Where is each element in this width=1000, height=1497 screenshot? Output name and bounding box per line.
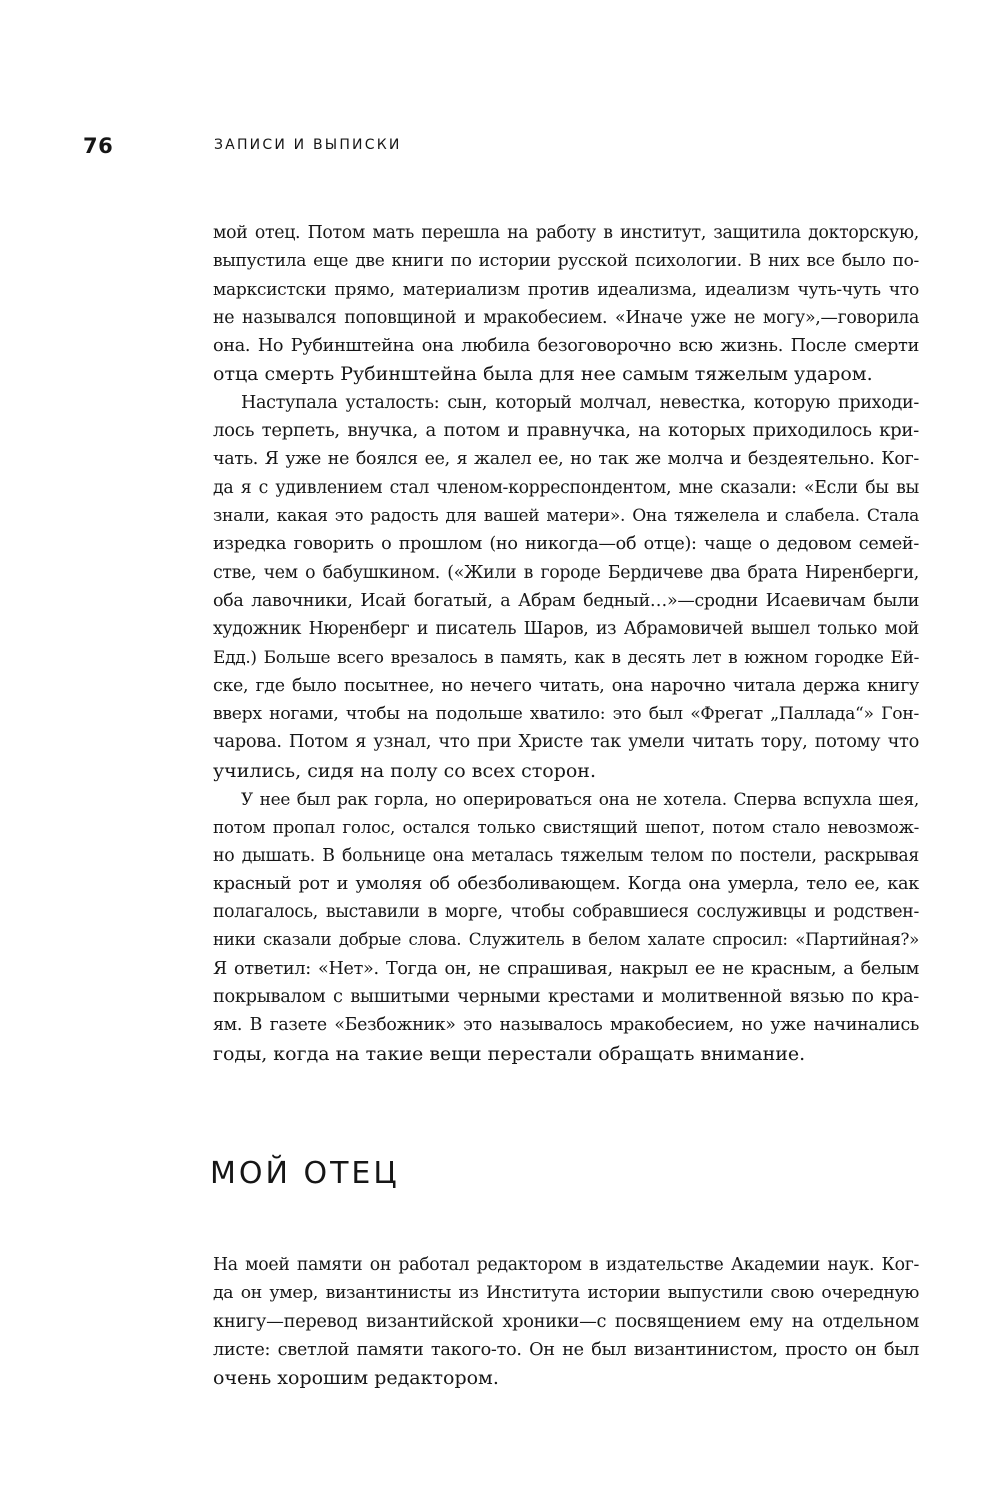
text-line: чарова. Потом я узнал, что при Христе так умели читать тору, потому что bbox=[213, 731, 919, 753]
text-line: Я ответил: «Нет». Тогда он, не спрашивая, накрыл ее не красным, а белым bbox=[213, 958, 919, 979]
text-line: листе: светлой памяти такого-то. Он не был византинистом, просто он был bbox=[213, 1339, 919, 1360]
text-line: На моей памяти он работал редактором в издательстве Академии наук. Ког- bbox=[213, 1255, 919, 1275]
text-line: выпустила еще две книги по истории русской психологии. В них все было по- bbox=[213, 251, 919, 272]
page-number: 76 bbox=[83, 134, 114, 158]
text-line: У нее был рак горла, но оперироваться она не хотела. Сперва вспухла шея, bbox=[241, 788, 919, 809]
text-line: учились, сидя на полу со всех сторон. bbox=[213, 759, 597, 782]
chapter-text bbox=[213, 1251, 919, 1392]
text-line: Едд.) Больше всего врезалось в память, как в десять лет в южном городке Ей- bbox=[213, 647, 919, 668]
running-title: ЗАПИСИ И ВЫПИСКИ bbox=[214, 137, 402, 153]
text-line: не назывался поповщиной и мракобесием. «Иначе уже не могу»,—говорила bbox=[213, 307, 919, 328]
text-line: изредка говорить о прошлом (но никогда—об отце): чаще о дедовом семей- bbox=[213, 534, 919, 555]
text-line: она. Но Рубинштейна она любила безоговорочно всю жизнь. После смерти bbox=[213, 336, 919, 357]
text-line: красный рот и умоляя об обезболивающем. Когда она умерла, тело ее, как bbox=[213, 873, 919, 894]
text-line: да он умер, византинисты из Института истории выпустили свою очередную bbox=[213, 1283, 919, 1304]
text-line: очень хорошим редактором. bbox=[213, 1367, 499, 1390]
text-line: лось терпеть, внучка, а потом и правнучка, на которых приходилось кри- bbox=[213, 420, 919, 442]
text-line: Наступала усталость: сын, который молчал, невестка, которую приходи- bbox=[241, 392, 919, 413]
text-line: знали, какая это радость для вашей матери». Она тяжелела и слабела. Стала bbox=[213, 505, 919, 526]
text-line: чать. Я уже не боялся ее, я жалел ее, но так же молча и бездеятельно. Ког- bbox=[213, 449, 919, 470]
text-line: стве, чем о бабушкином. («Жили в городе Бердичеве два брата Ниренберги, bbox=[213, 562, 919, 583]
text-line: но дышать. В больнице она металась тяжелым телом по постели, раскрывая bbox=[213, 845, 919, 866]
text-line: полагалось, выставили в морге, чтобы собравшиеся сослуживцы и родствен- bbox=[213, 902, 919, 923]
chapter-heading: МОЙ ОТЕЦ bbox=[210, 1156, 400, 1191]
text-line: марксистски прямо, материализм против идеализма, идеализм чуть-чуть что bbox=[213, 279, 919, 300]
body-text bbox=[213, 219, 919, 1068]
text-line: вверх ногами, чтобы на подольше хватило: это был «Фрегат „Паллада“» Гон- bbox=[213, 704, 919, 725]
text-line: потом пропал голос, остался только свистящий шепот, потом стало невозмож- bbox=[213, 817, 919, 838]
text-line: художник Нюренберг и писатель Шаров, из Абрамовичей вышел только мой bbox=[213, 619, 919, 640]
text-line: да я с удивлением стал членом-корреспондентом, мне сказали: «Если бы вы bbox=[213, 477, 919, 498]
text-line: оба лавочники, Исай богатый, а Абрам бедный…»—сродни Исаевичам были bbox=[213, 590, 919, 611]
text-line: ске, где было посытнее, но нечего читать, она нарочно читала держа книгу bbox=[213, 675, 919, 696]
text-line: отца смерть Рубинштейна была для нее самым тяжелым ударом. bbox=[213, 363, 873, 386]
text-line: мой отец. Потом мать перешла на работу в институт, защитила докторскую, bbox=[213, 223, 919, 243]
running-head bbox=[0, 134, 1000, 158]
text-line: ники сказали добрые слова. Служитель в белом халате спросил: «Партийная?» bbox=[213, 930, 919, 950]
text-line: книгу—перевод византийской хроники—с посвящением ему на отдельном bbox=[213, 1310, 919, 1332]
text-line: годы, когда на такие вещи перестали обращать внимание. bbox=[213, 1042, 806, 1065]
text-line: покрывалом с вышитыми черными крестами и молитвенной вязью по кра- bbox=[213, 987, 919, 1008]
text-line: ям. В газете «Безбожник» это называлось мракобесием, но уже начинались bbox=[213, 1015, 919, 1036]
